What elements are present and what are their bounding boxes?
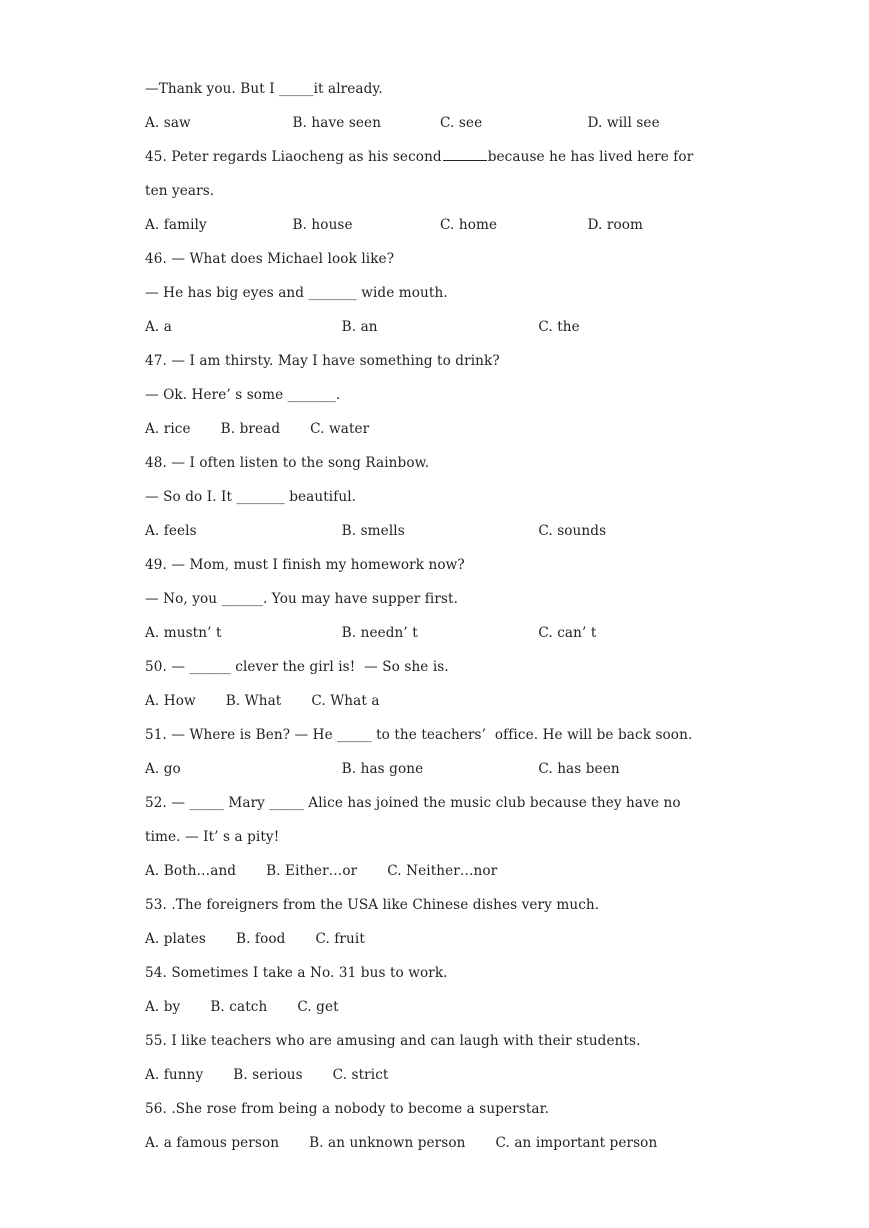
question-52-stem: 52. — _____ Mary _____ Alice has joined the music club because they have no xyxy=(145,795,681,811)
option-d: D. room xyxy=(587,217,644,233)
question-46-options xyxy=(145,310,735,344)
option-a: A. family xyxy=(145,217,207,233)
option-a: A. by xyxy=(145,999,181,1015)
question-56-options xyxy=(145,1126,735,1160)
option-b: B. smells xyxy=(341,523,405,539)
question-50-stem: 50. — ______ clever the girl is! — So she is. xyxy=(145,659,449,675)
question-51-stem: 51. — Where is Ben? — He _____ to the teachers’ office. He will be back soon. xyxy=(145,727,693,743)
option-a: A. feels xyxy=(145,523,197,539)
question-53-stem: 53. .The foreigners from the USA like Chinese dishes very much. xyxy=(145,897,600,913)
option-a: A. saw xyxy=(145,115,191,131)
question-47-stem: 47. — I am thirsty. May I have something to drink? xyxy=(145,353,500,369)
question-49-stem-cont: — No, you ______. You may have supper first. xyxy=(145,591,458,607)
option-c: C. fruit xyxy=(315,931,365,947)
worksheet-page xyxy=(145,72,735,1160)
question-47-options xyxy=(145,412,735,446)
option-b: B. food xyxy=(236,931,286,947)
question-46-stem-cont: — He has big eyes and _______ wide mouth. xyxy=(145,285,448,301)
question-54-options xyxy=(145,990,735,1024)
option-b: B. bread xyxy=(220,421,281,437)
question-50-options xyxy=(145,684,735,718)
answer-blank xyxy=(443,146,487,161)
option-c: C. has been xyxy=(538,761,620,777)
question-54-stem: 54. Sometimes I take a No. 31 bus to work. xyxy=(145,965,448,981)
question-51-options xyxy=(145,752,735,786)
option-b: B. an unknown person xyxy=(309,1135,466,1151)
question-47-stem-cont: — Ok. Here’ s some _______. xyxy=(145,387,341,403)
option-c: C. an important person xyxy=(495,1135,658,1151)
question-56-stem: 56. .She rose from being a nobody to become a superstar. xyxy=(145,1101,550,1117)
option-c: C. What a xyxy=(311,693,380,709)
question-48-stem: 48. — I often listen to the song Rainbow. xyxy=(145,455,430,471)
option-a: A. go xyxy=(145,761,181,777)
option-b: B. serious xyxy=(233,1067,303,1083)
option-c: C. can’ t xyxy=(538,625,597,641)
option-a: A. a xyxy=(145,319,172,335)
option-a: A. funny xyxy=(145,1067,204,1083)
option-a: A. a famous person xyxy=(145,1135,280,1151)
option-c: C. Neither…nor xyxy=(387,863,498,879)
question-45-stem: 45. Peter regards Liaocheng as his second because he has lived here for xyxy=(145,140,735,174)
option-a: A. rice xyxy=(145,421,191,437)
option-b: B. has gone xyxy=(341,761,424,777)
option-c: C. water xyxy=(310,421,370,437)
question-55-options xyxy=(145,1058,735,1092)
option-b: B. catch xyxy=(210,999,268,1015)
option-b: B. house xyxy=(292,217,353,233)
option-b: B. What xyxy=(225,693,282,709)
option-a: A. Both…and xyxy=(145,863,237,879)
option-b: B. needn’ t xyxy=(341,625,418,641)
option-c: C. home xyxy=(440,217,498,233)
option-c: C. see xyxy=(440,115,483,131)
question-45-options xyxy=(145,208,735,242)
question-53-options xyxy=(145,922,735,956)
option-b: B. Either…or xyxy=(266,863,358,879)
question-49-stem: 49. — Mom, must I finish my homework now? xyxy=(145,557,465,573)
question-45-stem-cont: ten years. xyxy=(145,183,215,199)
option-c: C. the xyxy=(538,319,580,335)
option-c: C. sounds xyxy=(538,523,607,539)
option-b: B. have seen xyxy=(292,115,382,131)
question-44-stem: —Thank you. But I _____it already. xyxy=(145,81,383,97)
option-a: A. mustn’ t xyxy=(145,625,222,641)
question-49-options xyxy=(145,616,735,650)
option-c: C. strict xyxy=(332,1067,389,1083)
option-d: D. will see xyxy=(587,115,660,131)
option-b: B. an xyxy=(341,319,378,335)
question-52-options xyxy=(145,854,735,888)
question-48-options xyxy=(145,514,735,548)
option-a: A. How xyxy=(145,693,196,709)
option-c: C. get xyxy=(297,999,339,1015)
question-48-stem-cont: — So do I. It _______ beautiful. xyxy=(145,489,357,505)
question-46-stem: 46. — What does Michael look like? xyxy=(145,251,395,267)
option-a: A. plates xyxy=(145,931,206,947)
question-44-options xyxy=(145,106,735,140)
question-55-stem: 55. I like teachers who are amusing and can laugh with their students. xyxy=(145,1033,641,1049)
question-52-stem-cont: time. — It’ s a pity! xyxy=(145,829,280,845)
